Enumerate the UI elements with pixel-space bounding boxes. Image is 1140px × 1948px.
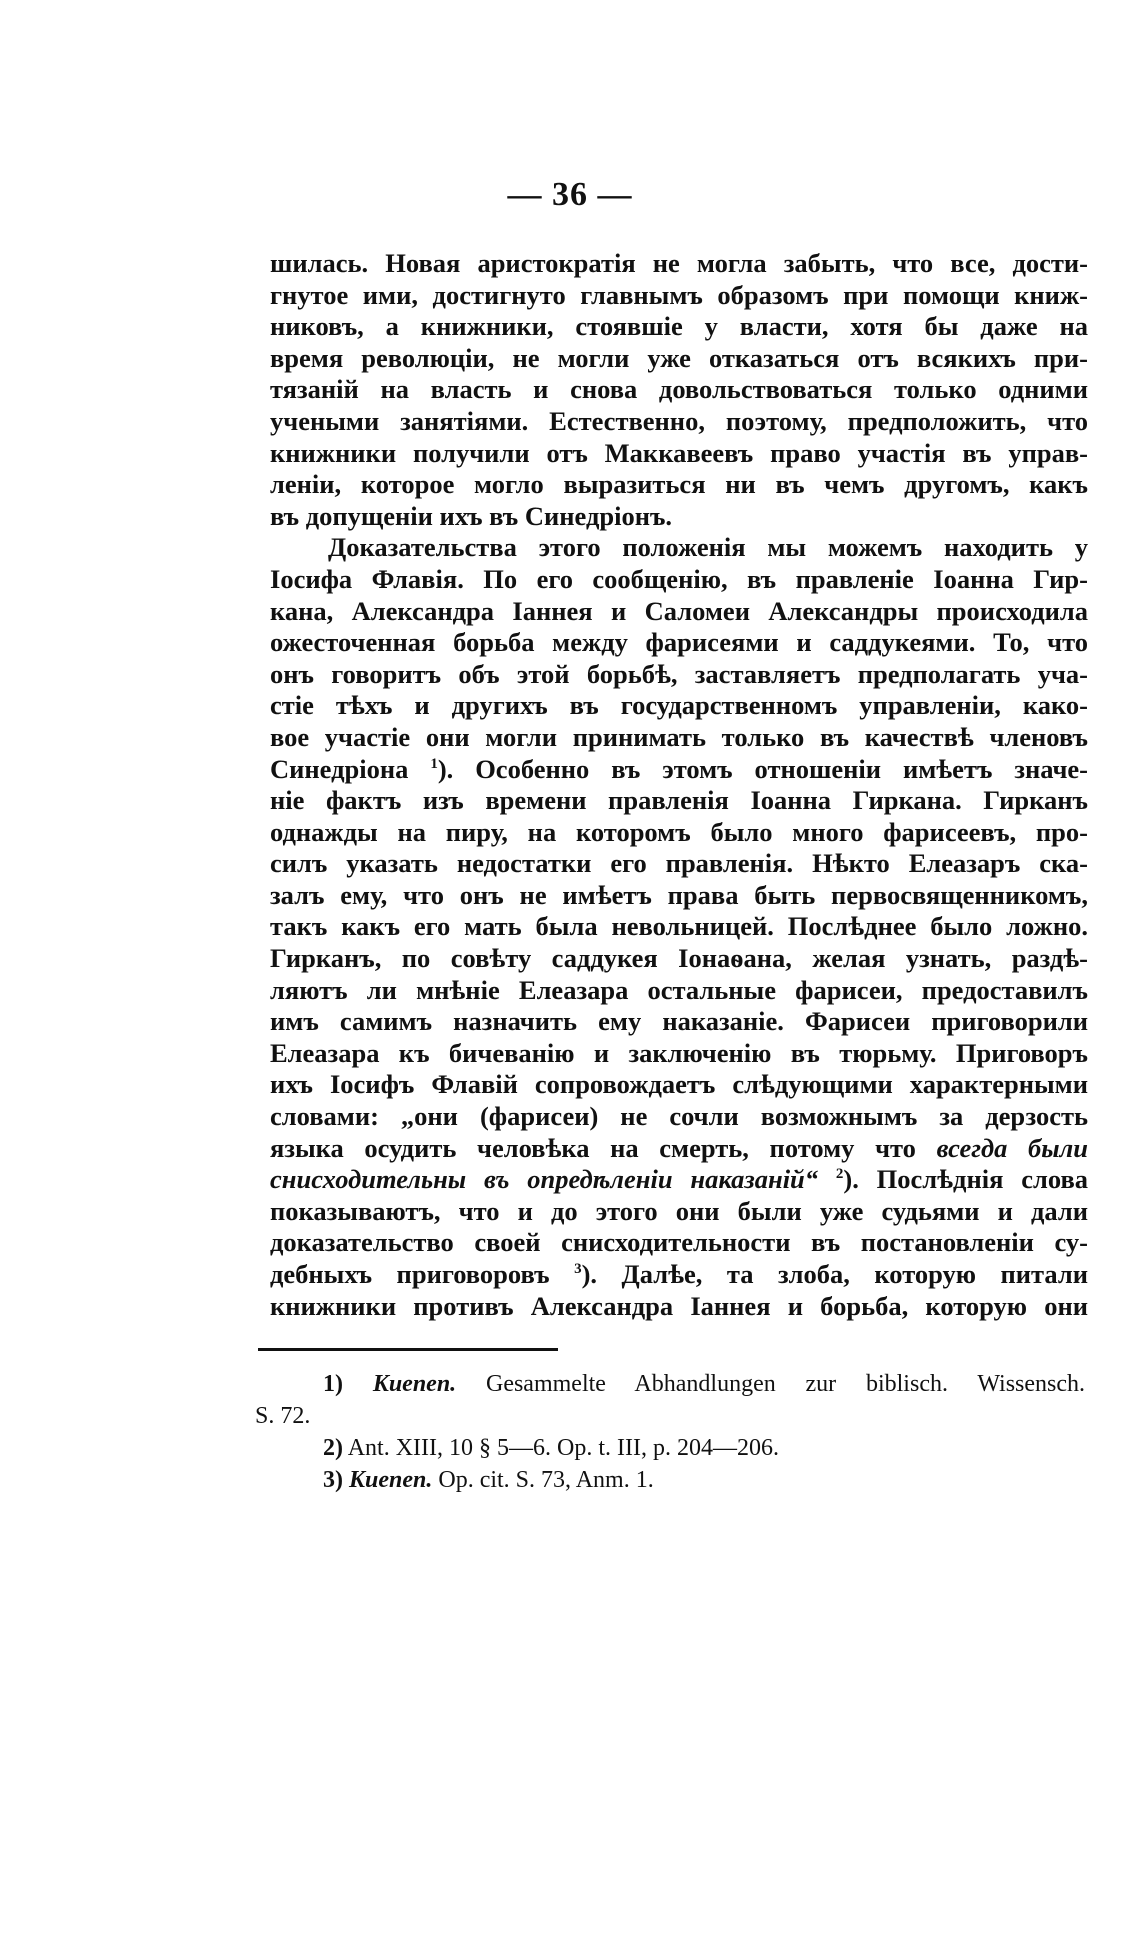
text-fragment: языка осудить человѣка на смерть, потому что (270, 1132, 916, 1163)
main-text (270, 248, 1088, 1322)
text-line: книжники получили отъ Маккавеевъ право участія въ управ- (270, 437, 1088, 468)
text-line: силъ указать недостатки его правленія. Нѣкто Елеазаръ ска- (270, 848, 1088, 879)
footnote-ref: 3 (574, 1261, 582, 1277)
text-line: тязаній на власть и снова довольствоваться только одними (270, 374, 1088, 405)
text-line: книжники противъ Александра Іаннея и борьба, которую они (270, 1290, 1088, 1321)
text-line: ожесточенная борьба между фарисеями и саддукеями. То, что (270, 627, 1088, 658)
footnote-2 (255, 1432, 1085, 1464)
text-line: стіе тѣхъ и другихъ въ государственномъ управленіи, како- (270, 690, 1088, 721)
text-fragment: ). Далѣе, та злоба, которую питали (581, 1259, 1088, 1289)
footnote-mark: 1) (323, 1371, 343, 1397)
text-line: кана, Александра Іаннея и Саломеи Александры происходила (270, 595, 1088, 626)
footnote-divider (258, 1348, 558, 1351)
footnote-text: Op. cit. S. 73, Anm. 1. (438, 1467, 654, 1493)
text-line: ніе фактъ изъ времени правленія Іоанна Гиркана. Гирканъ (270, 785, 1088, 816)
text-fragment: дебныхъ приговоровъ (270, 1259, 550, 1289)
text-line: залъ ему, что онъ не имѣетъ права быть первосвященникомъ, (270, 879, 1088, 910)
footnote-mark: 2) (323, 1435, 343, 1461)
footnote-text: Ant. XIII, 10 § 5—6. Op. t. III, p. 204—206. (347, 1435, 779, 1461)
page-number: — 36 — (507, 176, 633, 213)
footnote-text: Gesammelte Abhandlungen zur biblisch. Wissensch. (485, 1371, 1086, 1397)
text-line: словами: „они (фарисеи) не сочли возможнымъ за дерзость (270, 1101, 1088, 1132)
footnote-author: Kuenen. (372, 1371, 457, 1397)
text-line: гнутое ими, достигнуто главнымъ образомъ при помощи книж- (270, 279, 1088, 310)
text-line: шилась. Новая аристократія не могла забыть, что все, дости- (270, 248, 1088, 278)
text-line: Елеазара къ бичеванію и заключенію въ тюрьму. Приговоръ (270, 1037, 1088, 1068)
text-line: учеными занятіями. Естественно, поэтому, предположить, что (270, 405, 1088, 436)
text-line: доказательство своей снисходительности въ постановленіи су- (270, 1227, 1088, 1258)
text-line: показываютъ, что и до этого они были уже судьями и дали (270, 1195, 1088, 1226)
text-line (270, 754, 1088, 786)
footnote-mark: 3) (323, 1467, 343, 1493)
text-line: ихъ Іосифъ Флавій сопровождаетъ слѣдующими характерными (270, 1069, 1088, 1100)
footnote-author: Kuenen. (349, 1467, 433, 1493)
text-line: такъ какъ его мать была невольницей. Послѣднее было ложно. (270, 911, 1088, 942)
text-fragment: ). Послѣднія слова (843, 1164, 1089, 1195)
footnote-ref: 1 (430, 755, 438, 772)
text-line (270, 1133, 1088, 1165)
text-line: имъ самимъ назначить ему наказаніе. Фарисеи приговорили (270, 1006, 1088, 1037)
text-line: вое участіе они могли принимать только въ качествѣ членовъ (270, 721, 1088, 752)
footnote-1-cont: S. 72. (255, 1403, 311, 1429)
italic-quote: снисходительны въ опредѣленіи наказаній“ (270, 1164, 819, 1195)
text-line: никовъ, а книжники, стоявшіе у власти, хотя бы даже на (270, 311, 1088, 342)
italic-quote: всегда были (936, 1132, 1089, 1163)
footnote-ref: 2 (835, 1166, 844, 1183)
text-line (270, 1164, 1088, 1196)
text-fragment: Синедріона (270, 753, 409, 784)
text-line: въ допущеніи ихъ въ Синедріонъ. (270, 500, 673, 531)
text-line: время революціи, не могли уже отказаться отъ всякихъ при- (270, 342, 1088, 373)
footnotes (255, 1368, 1085, 1496)
text-line: Іосифа Флавія. По его сообщенію, въ правленіе Іоанна Гир- (270, 563, 1088, 594)
text-line: однажды на пиру, на которомъ было много фарисеевъ, про- (270, 816, 1088, 847)
text-line: Доказательства этого положенія мы можемъ находить у (328, 532, 1088, 563)
text-line: онъ говоритъ объ этой борьбѣ, заставляетъ предполагать уча- (270, 658, 1088, 689)
footnote-1 (255, 1368, 1085, 1400)
text-line: ляютъ ли мнѣніе Елеазара остальные фарисеи, предоставилъ (270, 974, 1088, 1005)
text-fragment: ). Особенно въ этомъ отношеніи имѣетъ значе- (437, 753, 1088, 784)
text-line (270, 1259, 1088, 1291)
text-line: леніи, которое могло выразиться ни въ чемъ другомъ, какъ (270, 469, 1088, 500)
footnote-3 (255, 1464, 1085, 1496)
text-line: Гирканъ, по совѣту саддукея Іонаѳана, желая узнать, раздѣ- (270, 943, 1088, 974)
